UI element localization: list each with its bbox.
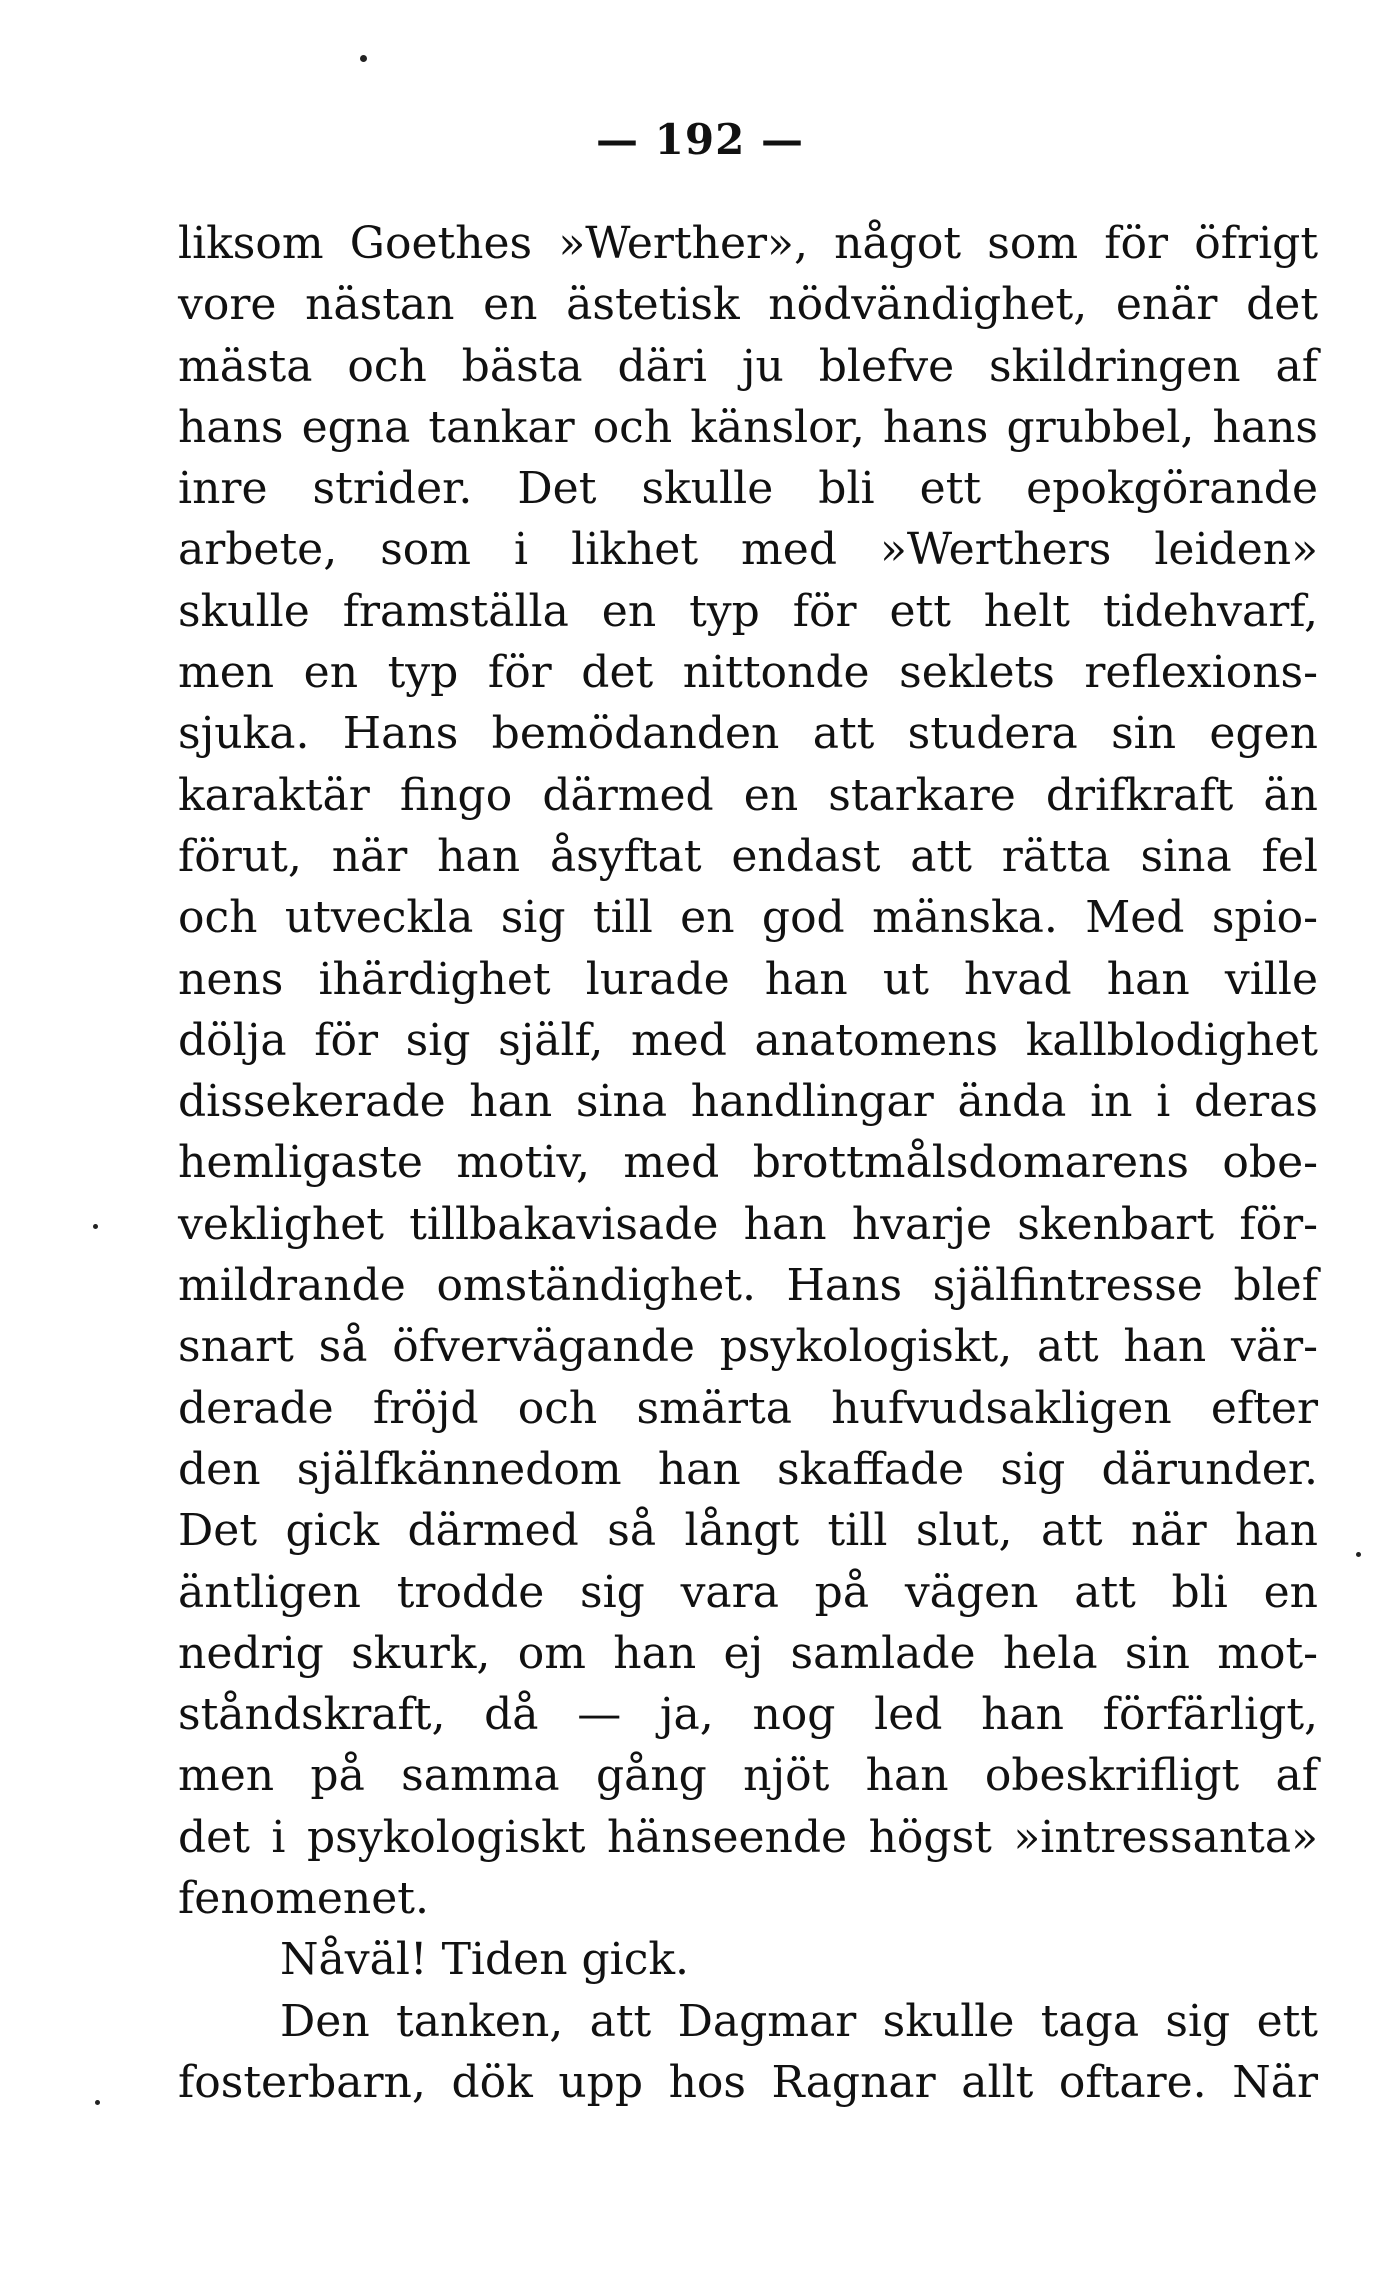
text-line: derade fröjd och smärta hufvudsakligen efter [178, 1382, 1318, 1434]
text-line: och utveckla sig till en god mänska. Med spio- [178, 892, 1318, 944]
text-line: Den tanken, att Dagmar skulle taga sig ett [280, 1995, 1318, 2047]
text-line: fosterbarn, dök upp hos Ragnar allt oftare. När [178, 2056, 1318, 2108]
text-line: den själfkännedom han skaffade sig därunder. [178, 1443, 1318, 1495]
text-line: karaktär fingo därmed en starkare drifkraft än [178, 769, 1318, 821]
text-line: vore nästan en ästetisk nödvändighet, enär det [178, 279, 1318, 331]
print-speck [93, 1224, 98, 1229]
text-line: fenomenet. [178, 1873, 429, 1925]
text-line: nedrig skurk, om han ej samlade hela sin mot- [178, 1627, 1318, 1679]
text-line: mildrande omständighet. Hans själfintresse blef [178, 1260, 1318, 1312]
text-line: hans egna tankar och känslor, hans grubbel, hans [178, 401, 1318, 453]
text-line: liksom Goethes »Werther», något som för öfrigt [178, 218, 1318, 269]
text-line: ståndskraft, då — ja, nog led han förfärligt, [178, 1689, 1318, 1741]
text-line: äntligen trodde sig vara på vägen att bli en [178, 1566, 1318, 1618]
text-line: men en typ för det nittonde seklets reflexions- [178, 647, 1318, 699]
text-line: skulle framställa en typ för ett helt tidehvarf, [178, 585, 1318, 637]
text-line: dölja för sig själf, med anatomens kallblodighet [178, 1014, 1318, 1066]
text-line: veklighet tillbakavisade han hvarje skenbart för- [178, 1198, 1318, 1250]
text-line: snart så öfvervägande psykologiskt, att han vär- [178, 1321, 1318, 1373]
text-line: inre strider. Det skulle bli ett epokgörande [178, 463, 1318, 515]
text-line: sjuka. Hans bemödanden att studera sin egen [178, 708, 1318, 760]
page-number: — 192 — [596, 115, 804, 164]
text-line: Nåväl! Tiden gick. [280, 1934, 690, 1986]
text-line: nens ihärdighet lurade han ut hvad han ville [178, 953, 1318, 1005]
text-line: men på samma gång njöt han obeskrifligt af [178, 1750, 1318, 1802]
print-speck [1356, 1552, 1361, 1557]
text-line: dissekerade han sina handlingar ända in i deras [178, 1076, 1318, 1128]
text-line: förut, när han åsyftat endast att rätta sina fel [178, 830, 1318, 882]
print-speck [360, 55, 367, 62]
text-line: det i psykologiskt hänseende högst »intressanta» [178, 1811, 1318, 1863]
text-line: hemligaste motiv, med brottmålsdomarens obe- [178, 1137, 1318, 1189]
print-speck [95, 2100, 100, 2105]
text-line: mästa och bästa däri ju blefve skildringen af [178, 340, 1318, 392]
body-text [178, 213, 1318, 2113]
text-line: arbete, som i likhet med »Werthers leiden» [178, 524, 1318, 576]
text-line: Det gick därmed så långt till slut, att när han [178, 1505, 1318, 1557]
